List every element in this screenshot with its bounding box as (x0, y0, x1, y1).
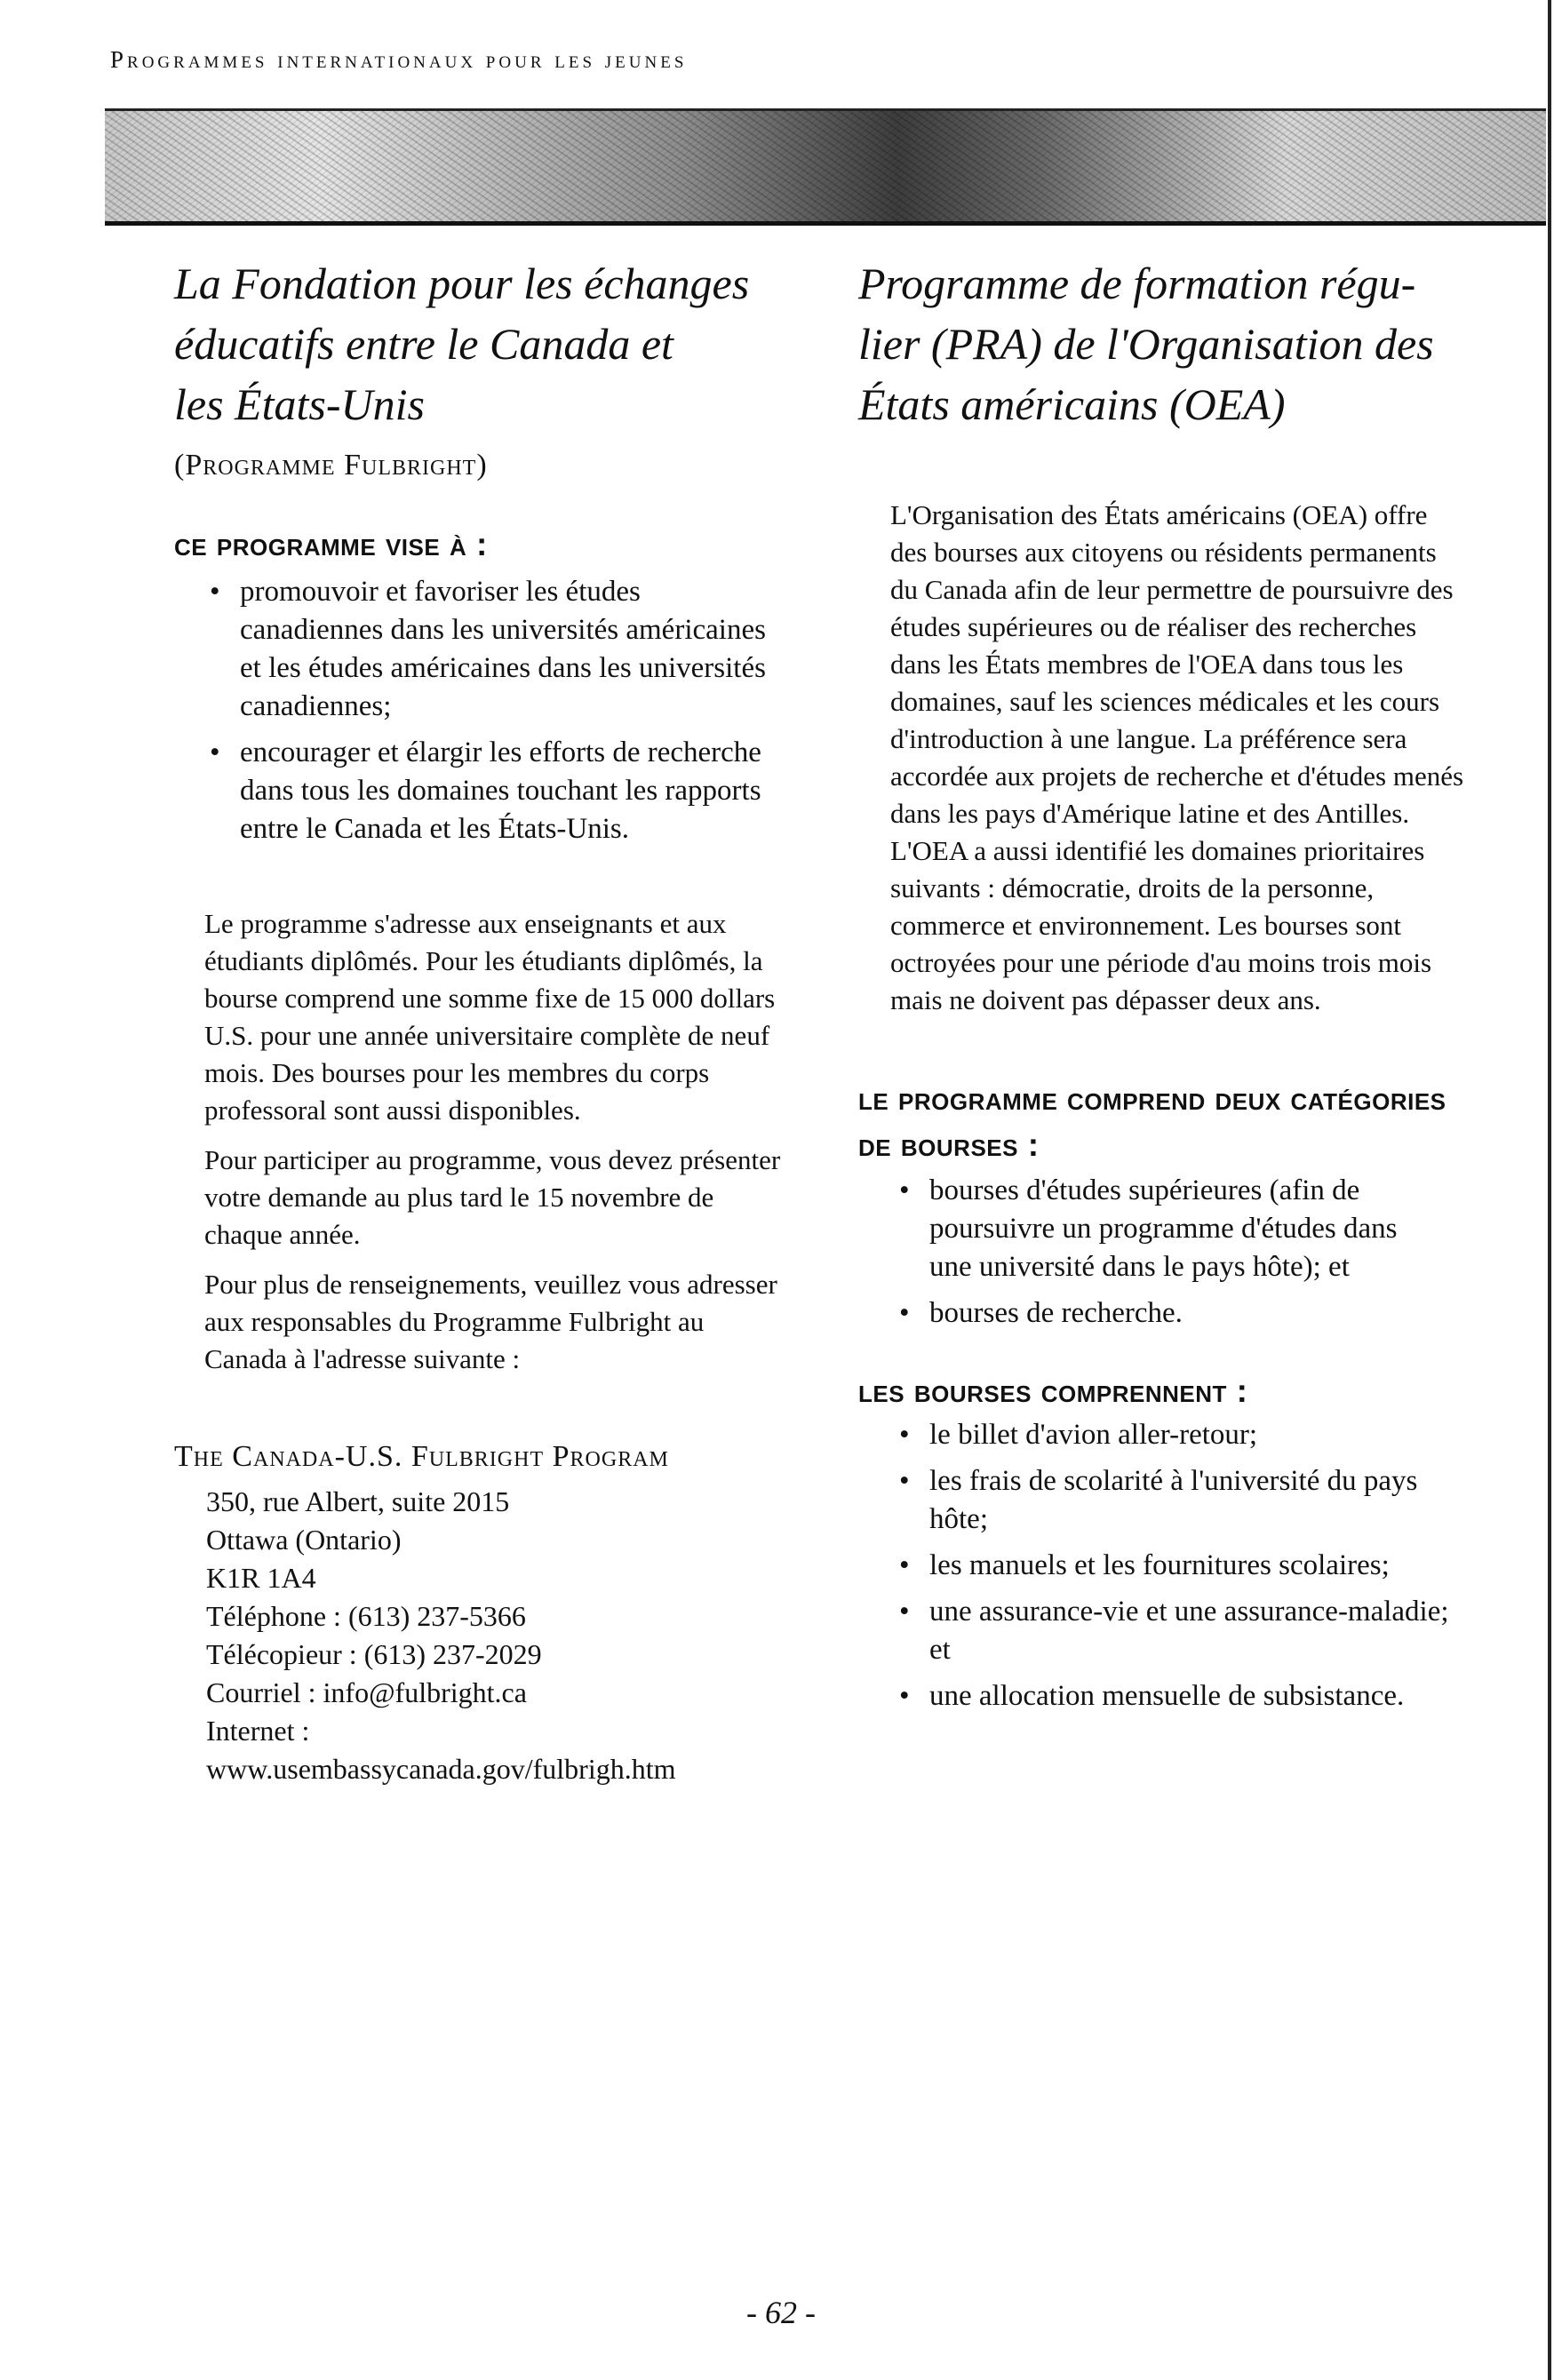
list-item: • une allocation mensuelle de subsistance. (890, 1677, 1477, 1715)
right-section2-heading: les bourses comprennent : (858, 1373, 1248, 1409)
body-paragraph: Pour participer au programme, vous devez présenter votre demande au plus tard le 15 novembre de chaque année. (204, 1144, 781, 1250)
page-edge-rule (1548, 0, 1551, 2380)
left-title-line: La Fondation pour les échanges (174, 259, 750, 308)
right-intro-paragraph: L'Organisation des États américains (OEA) offre des bourses aux citoyens ou résidents permanents du Canada afin de leur permettre de poursuivre des études supérieures ou de réaliser des recherches dans les États membres de l'OEA dans tous les domaines, sauf les sciences médicales et les cours d'introduction à une langue. La préférence sera accordée aux projets de recherche et d'études menés dans les pays d'Amérique latine et des Antilles. L'OEA a aussi identifié les domaines prioritaires suivants : démocratie, droits de la personne, commerce et environnement. Les bourses sont octroyées pour une période d'au moins trois mois mais ne doivent pas dépasser deux ans. (890, 499, 1464, 1015)
right-section1-bullets (890, 1172, 1441, 1333)
running-header: Programmes internationaux pour les jeunes (110, 46, 688, 73)
address-block (174, 1440, 814, 1788)
page-number: - 62 - (746, 2295, 816, 2330)
list-item: • une assurance-vie et une assurance-maladie; et (890, 1593, 1477, 1669)
right-title-line: États américains (OEA) (858, 379, 1286, 429)
left-subtitle: (Programme Fulbright) (174, 449, 488, 482)
list-item: • les manuels et les fournitures scolaires; (890, 1547, 1477, 1585)
right-title-line: Programme de formation régu- (858, 259, 1416, 308)
left-title (174, 253, 814, 434)
left-section-heading: ce programme vise à : (174, 526, 488, 562)
address-heading: The Canada-U.S. Fulbright Program (174, 1440, 669, 1473)
left-title-line: les États-Unis (174, 379, 425, 429)
left-bullet-list (201, 573, 769, 848)
address-lines (206, 1483, 814, 1788)
header-banner-image (105, 108, 1546, 226)
list-item: • le billet d'avion aller-retour; (890, 1416, 1477, 1454)
list-item: • les frais de scolarité à l'université du pays hôte; (890, 1462, 1477, 1539)
address-line: Ottawa (Ontario) (206, 1524, 402, 1556)
right-title (858, 253, 1507, 434)
address-line: www.usembassycanada.gov/fulbrigh.htm (206, 1753, 676, 1785)
address-line: Courriel : info@fulbright.ca (206, 1676, 527, 1708)
address-line: Internet : (206, 1715, 310, 1747)
address-line: Télécopieur : (613) 237-2029 (206, 1638, 542, 1670)
right-section2-bullets (890, 1416, 1477, 1715)
right-column (858, 253, 1507, 1723)
list-item: • bourses de recherche. (890, 1294, 1441, 1333)
list-item: • bourses d'études supérieures (afin de poursuivre un programme d'études dans une université dans le pays hôte); et (890, 1172, 1441, 1286)
left-column (174, 253, 814, 1788)
list-item: • promouvoir et favoriser les études canadiennes dans les universités américaines et les études américaines dans les universités canadiennes; (201, 573, 769, 726)
address-line: 350, rue Albert, suite 2015 (206, 1485, 510, 1517)
body-paragraph: Le programme s'adresse aux enseignants et aux étudiants diplômés. Pour les étudiants diplômés, la bourse comprend une somme fixe de 15 000 dollars U.S. pour une année universitaire complète de neuf mois. Des bourses pour les membres du corps professoral sont aussi disponibles. (204, 908, 776, 1126)
right-title-line: lier (PRA) de l'Organisation des (858, 319, 1434, 369)
body-paragraph: Pour plus de renseignements, veuillez vous adresser aux responsables du Programme Fulbright au Canada à l'adresse suivante : (204, 1269, 777, 1374)
list-item: • encourager et élargir les efforts de recherche dans tous les domaines touchant les rapports entre le Canada et les États-Unis. (201, 734, 769, 848)
right-section1-heading: le programme comprend deux catégories de bourses : (858, 1080, 1446, 1163)
left-title-line: éducatifs entre le Canada et (174, 319, 673, 369)
address-line: K1R 1A4 (206, 1562, 316, 1594)
address-line: Téléphone : (613) 237-5366 (206, 1600, 526, 1632)
